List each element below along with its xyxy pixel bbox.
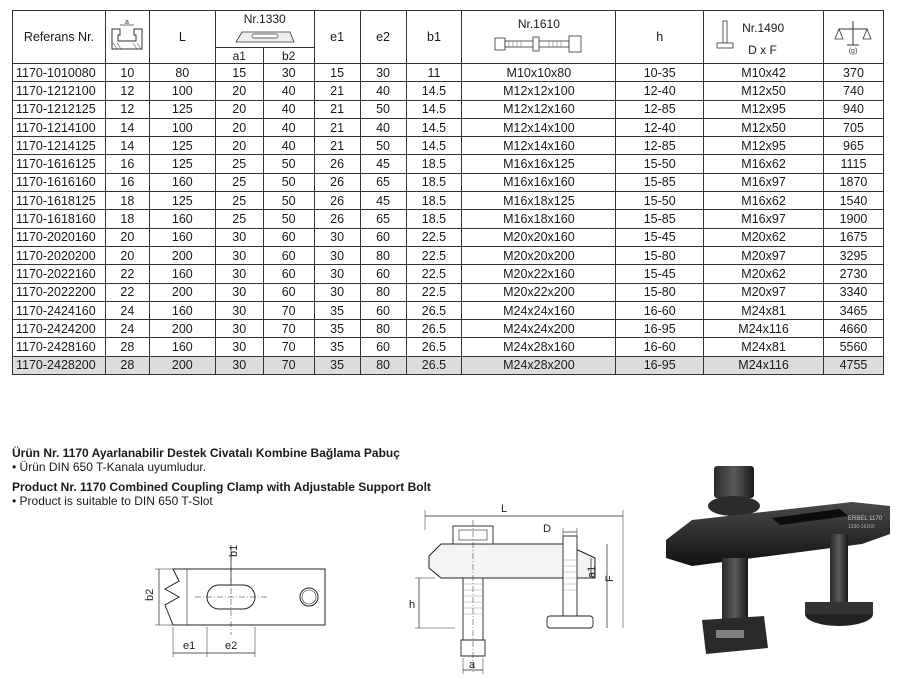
table-cell: M24x24x200 bbox=[462, 320, 616, 338]
table-cell: 160 bbox=[149, 210, 215, 228]
D-label: D bbox=[543, 523, 551, 535]
table-cell: M12x95 bbox=[704, 137, 824, 155]
table-cell: 965 bbox=[823, 137, 883, 155]
table-cell: 15 bbox=[215, 64, 263, 82]
table-cell: 12-40 bbox=[616, 118, 704, 136]
clamp-icon bbox=[230, 26, 300, 46]
t-bolt-icon bbox=[714, 19, 736, 51]
table-cell: 1170-2424160 bbox=[13, 301, 106, 319]
table-cell: 200 bbox=[149, 283, 215, 301]
table-cell: 50 bbox=[360, 137, 406, 155]
description-block bbox=[12, 446, 431, 508]
table-cell: 1540 bbox=[823, 192, 883, 210]
header-e2: e2 bbox=[360, 11, 406, 64]
table-cell: 35 bbox=[314, 301, 360, 319]
table-cell: 15 bbox=[314, 64, 360, 82]
table-cell: 50 bbox=[263, 155, 314, 173]
nr1330-label: Nr.1330 bbox=[243, 12, 286, 26]
table-cell: 45 bbox=[360, 155, 406, 173]
table-cell: 1170-2428200 bbox=[13, 356, 106, 374]
table-cell: M16x97 bbox=[704, 210, 824, 228]
table-cell: M20x97 bbox=[704, 283, 824, 301]
table-row bbox=[13, 356, 884, 374]
table-cell: 160 bbox=[149, 228, 215, 246]
table-cell: 1170-1212125 bbox=[13, 100, 106, 118]
tr-title: Ürün Nr. 1170 Ayarlanabilir Destek Civatalı Kombine Bağlama Pabuç bbox=[12, 446, 400, 460]
table-cell: 20 bbox=[215, 137, 263, 155]
table-cell: M12x12x100 bbox=[462, 82, 616, 100]
table-cell: 3465 bbox=[823, 301, 883, 319]
table-cell: 30 bbox=[215, 246, 263, 264]
table-cell: M24x116 bbox=[704, 320, 824, 338]
header-a bbox=[105, 11, 149, 64]
table-cell: M16x18x160 bbox=[462, 210, 616, 228]
table-cell: 1115 bbox=[823, 155, 883, 173]
table-cell: M20x62 bbox=[704, 265, 824, 283]
table-cell: 160 bbox=[149, 265, 215, 283]
en-note: • Product is suitable to DIN 650 T-Slot bbox=[12, 494, 213, 508]
table-cell: 25 bbox=[215, 192, 263, 210]
table-cell: M24x81 bbox=[704, 301, 824, 319]
table-cell: 15-85 bbox=[616, 173, 704, 191]
table-cell: 15-80 bbox=[616, 246, 704, 264]
table-cell: 21 bbox=[314, 137, 360, 155]
top-border bbox=[0, 0, 906, 4]
table-cell: 18.5 bbox=[406, 155, 462, 173]
table-row bbox=[13, 265, 884, 283]
table-cell: 45 bbox=[360, 192, 406, 210]
table-cell: M12x95 bbox=[704, 100, 824, 118]
side-view-drawing bbox=[395, 498, 635, 678]
tr-note: • Ürün DIN 650 T-Kanala uyumludur. bbox=[12, 460, 207, 474]
table-cell: 80 bbox=[360, 283, 406, 301]
table-row bbox=[13, 64, 884, 82]
a-label: a bbox=[125, 19, 130, 26]
table-cell: M20x22x200 bbox=[462, 283, 616, 301]
table-cell: 26.5 bbox=[406, 320, 462, 338]
weight-unit: (g) bbox=[849, 48, 858, 55]
table-cell: 1170-1618125 bbox=[13, 192, 106, 210]
table-cell: 4755 bbox=[823, 356, 883, 374]
table-cell: 160 bbox=[149, 338, 215, 356]
table-cell: 200 bbox=[149, 246, 215, 264]
table-cell: 5560 bbox=[823, 338, 883, 356]
product-photo bbox=[652, 462, 902, 677]
table-cell: 1170-1010080 bbox=[13, 64, 106, 82]
table-cell: 26.5 bbox=[406, 356, 462, 374]
table-cell: 1170-2424200 bbox=[13, 320, 106, 338]
table-cell: M20x20x160 bbox=[462, 228, 616, 246]
e2-label: e2 bbox=[225, 640, 238, 652]
table-cell: 20 bbox=[215, 100, 263, 118]
table-cell: 125 bbox=[149, 155, 215, 173]
table-cell: 35 bbox=[314, 320, 360, 338]
table-cell: 2730 bbox=[823, 265, 883, 283]
table-cell: 16-95 bbox=[616, 320, 704, 338]
header-a1: a1 bbox=[215, 48, 263, 64]
h-label: h bbox=[409, 599, 416, 611]
table-cell: 30 bbox=[215, 228, 263, 246]
table-cell: M12x50 bbox=[704, 82, 824, 100]
table-cell: 15-50 bbox=[616, 192, 704, 210]
header-ref-label: Referans Nr. bbox=[23, 30, 95, 44]
a1-label: a1 bbox=[586, 565, 598, 578]
table-cell: 705 bbox=[823, 118, 883, 136]
table-cell: M20x22x160 bbox=[462, 265, 616, 283]
table-cell: 1170-2022200 bbox=[13, 283, 106, 301]
table-cell: 200 bbox=[149, 356, 215, 374]
table-cell: 22.5 bbox=[406, 265, 462, 283]
table-cell: 65 bbox=[360, 173, 406, 191]
table-row bbox=[13, 137, 884, 155]
table-cell: 80 bbox=[360, 356, 406, 374]
header-e1: e1 bbox=[314, 11, 360, 64]
table-cell: 200 bbox=[149, 320, 215, 338]
t-slot-icon bbox=[108, 19, 146, 55]
table-cell: M12x50 bbox=[704, 118, 824, 136]
table-cell: 14.5 bbox=[406, 118, 462, 136]
header-nr1610 bbox=[462, 11, 616, 64]
table-cell: 40 bbox=[263, 82, 314, 100]
nr1490-label: Nr.1490 bbox=[742, 21, 785, 35]
table-cell: 26 bbox=[314, 155, 360, 173]
header-nr1490 bbox=[704, 11, 824, 64]
table-cell: 10-35 bbox=[616, 64, 704, 82]
table-cell: 370 bbox=[823, 64, 883, 82]
table-cell: 60 bbox=[360, 301, 406, 319]
table-cell: 40 bbox=[360, 118, 406, 136]
L-label: L bbox=[501, 503, 508, 515]
table-cell: 24 bbox=[105, 301, 149, 319]
table-cell: 40 bbox=[360, 82, 406, 100]
table-cell: 16 bbox=[105, 155, 149, 173]
table-cell: 28 bbox=[105, 338, 149, 356]
table-row bbox=[13, 283, 884, 301]
table-cell: 14.5 bbox=[406, 100, 462, 118]
photo-mark-1: ERBEL 1170 bbox=[848, 516, 883, 522]
table-cell: 60 bbox=[263, 265, 314, 283]
e1-label: e1 bbox=[183, 640, 196, 652]
table-row bbox=[13, 118, 884, 136]
table-cell: 100 bbox=[149, 118, 215, 136]
table-row bbox=[13, 338, 884, 356]
table-cell: 1170-1618160 bbox=[13, 210, 106, 228]
table-cell: 18.5 bbox=[406, 210, 462, 228]
table-cell: 80 bbox=[149, 64, 215, 82]
table-row bbox=[13, 192, 884, 210]
table-cell: 14 bbox=[105, 137, 149, 155]
table-cell: 25 bbox=[215, 173, 263, 191]
table-cell: 14 bbox=[105, 118, 149, 136]
table-cell: 28 bbox=[105, 356, 149, 374]
table-cell: M20x20x200 bbox=[462, 246, 616, 264]
table-cell: 30 bbox=[314, 246, 360, 264]
header-L: L bbox=[149, 11, 215, 64]
table-cell: M16x18x125 bbox=[462, 192, 616, 210]
table-cell: M16x62 bbox=[704, 192, 824, 210]
table-cell: 80 bbox=[360, 246, 406, 264]
table-cell: 60 bbox=[263, 228, 314, 246]
table-cell: 40 bbox=[263, 118, 314, 136]
table-cell: 26 bbox=[314, 192, 360, 210]
table-cell: 3295 bbox=[823, 246, 883, 264]
table-cell: M16x62 bbox=[704, 155, 824, 173]
table-cell: 21 bbox=[314, 100, 360, 118]
table-cell: 125 bbox=[149, 100, 215, 118]
table-cell: 40 bbox=[263, 137, 314, 155]
table-cell: 12-85 bbox=[616, 137, 704, 155]
table-cell: 12-40 bbox=[616, 82, 704, 100]
table-cell: 20 bbox=[215, 82, 263, 100]
table-cell: 60 bbox=[360, 228, 406, 246]
table-cell: 15-85 bbox=[616, 210, 704, 228]
table-cell: 16-60 bbox=[616, 338, 704, 356]
table-cell: 4660 bbox=[823, 320, 883, 338]
table-cell: M24x116 bbox=[704, 356, 824, 374]
table-cell: 18 bbox=[105, 192, 149, 210]
table-cell: 1170-1616160 bbox=[13, 173, 106, 191]
table-cell: 22 bbox=[105, 265, 149, 283]
table-cell: 15-45 bbox=[616, 228, 704, 246]
table-cell: M12x14x160 bbox=[462, 137, 616, 155]
table-cell: 10 bbox=[105, 64, 149, 82]
table-cell: 1170-2428160 bbox=[13, 338, 106, 356]
table-cell: 30 bbox=[360, 64, 406, 82]
table-cell: M12x12x160 bbox=[462, 100, 616, 118]
table-cell: 18 bbox=[105, 210, 149, 228]
table-cell: 12-85 bbox=[616, 100, 704, 118]
table-cell: 25 bbox=[215, 155, 263, 173]
table-cell: 14.5 bbox=[406, 82, 462, 100]
table-cell: 100 bbox=[149, 82, 215, 100]
table-cell: 70 bbox=[263, 301, 314, 319]
table-cell: 3340 bbox=[823, 283, 883, 301]
table-cell: 60 bbox=[263, 283, 314, 301]
spec-table bbox=[12, 10, 884, 375]
table-cell: 65 bbox=[360, 210, 406, 228]
table-cell: 20 bbox=[105, 228, 149, 246]
table-cell: 125 bbox=[149, 137, 215, 155]
table-cell: M16x16x160 bbox=[462, 173, 616, 191]
table-cell: 40 bbox=[263, 100, 314, 118]
en-title: Product Nr. 1170 Combined Coupling Clamp with Adjustable Support Bolt bbox=[12, 480, 431, 494]
nr1610-label: Nr.1610 bbox=[517, 17, 560, 31]
table-cell: 50 bbox=[263, 210, 314, 228]
table-cell: 1170-1214100 bbox=[13, 118, 106, 136]
table-row bbox=[13, 320, 884, 338]
scale-icon bbox=[833, 19, 873, 55]
table-cell: 20 bbox=[105, 246, 149, 264]
a-dim-label: a bbox=[469, 659, 476, 671]
header-b2: b2 bbox=[263, 48, 314, 64]
table-cell: M24x81 bbox=[704, 338, 824, 356]
table-cell: 50 bbox=[263, 192, 314, 210]
table-cell: 125 bbox=[149, 192, 215, 210]
table-cell: 160 bbox=[149, 173, 215, 191]
F-label: F bbox=[604, 575, 616, 582]
table-cell: 18.5 bbox=[406, 173, 462, 191]
table-cell: 50 bbox=[360, 100, 406, 118]
dxf-label: D x F bbox=[748, 43, 777, 57]
b2-label: b2 bbox=[144, 588, 156, 601]
table-cell: M24x24x160 bbox=[462, 301, 616, 319]
table-cell: 60 bbox=[360, 265, 406, 283]
table-cell: 80 bbox=[360, 320, 406, 338]
table-cell: 15-50 bbox=[616, 155, 704, 173]
table-cell: 22.5 bbox=[406, 283, 462, 301]
table-cell: 70 bbox=[263, 356, 314, 374]
table-cell: 940 bbox=[823, 100, 883, 118]
header-weight bbox=[823, 11, 883, 64]
table-row bbox=[13, 100, 884, 118]
table-cell: 22.5 bbox=[406, 228, 462, 246]
table-cell: 30 bbox=[215, 320, 263, 338]
table-cell: 16-60 bbox=[616, 301, 704, 319]
table-cell: 70 bbox=[263, 338, 314, 356]
table-cell: 12 bbox=[105, 100, 149, 118]
table-cell: 1170-2020160 bbox=[13, 228, 106, 246]
header-b1: b1 bbox=[406, 11, 462, 64]
table-cell: 1675 bbox=[823, 228, 883, 246]
table-cell: 30 bbox=[215, 356, 263, 374]
table-cell: 11 bbox=[406, 64, 462, 82]
table-cell: M20x62 bbox=[704, 228, 824, 246]
table-cell: 30 bbox=[215, 283, 263, 301]
table-cell: 30 bbox=[314, 283, 360, 301]
table-cell: 50 bbox=[263, 173, 314, 191]
table-body bbox=[13, 64, 884, 375]
table-cell: 35 bbox=[314, 338, 360, 356]
table-cell: 25 bbox=[215, 210, 263, 228]
table-row bbox=[13, 301, 884, 319]
table-cell: 1170-1214125 bbox=[13, 137, 106, 155]
table-cell: 26.5 bbox=[406, 338, 462, 356]
table-cell: 26 bbox=[314, 173, 360, 191]
table-cell: 16 bbox=[105, 173, 149, 191]
table-cell: M10x42 bbox=[704, 64, 824, 82]
table-cell: 1900 bbox=[823, 210, 883, 228]
table-cell: 1170-1616125 bbox=[13, 155, 106, 173]
table-cell: 160 bbox=[149, 301, 215, 319]
table-row bbox=[13, 155, 884, 173]
header-ref bbox=[13, 11, 106, 64]
bolt-icon bbox=[489, 31, 589, 57]
table-cell: 14.5 bbox=[406, 137, 462, 155]
table-cell: 22 bbox=[105, 283, 149, 301]
table-cell: 60 bbox=[263, 246, 314, 264]
table-cell: 740 bbox=[823, 82, 883, 100]
table-cell: 30 bbox=[314, 265, 360, 283]
table-cell: 24 bbox=[105, 320, 149, 338]
table-row bbox=[13, 210, 884, 228]
table-cell: 1170-1212100 bbox=[13, 82, 106, 100]
header-nr1330 bbox=[215, 11, 314, 48]
table-cell: 15-80 bbox=[616, 283, 704, 301]
table-cell: 26.5 bbox=[406, 301, 462, 319]
table-cell: 1170-2020200 bbox=[13, 246, 106, 264]
table-cell: 30 bbox=[215, 301, 263, 319]
table-cell: M10x10x80 bbox=[462, 64, 616, 82]
table-row bbox=[13, 228, 884, 246]
table-cell: M24x28x160 bbox=[462, 338, 616, 356]
table-cell: 35 bbox=[314, 356, 360, 374]
table-cell: 21 bbox=[314, 82, 360, 100]
table-cell: 1170-2022160 bbox=[13, 265, 106, 283]
top-view-drawing bbox=[135, 535, 355, 675]
table-cell: 30 bbox=[263, 64, 314, 82]
table-cell: 30 bbox=[215, 265, 263, 283]
table-cell: M16x97 bbox=[704, 173, 824, 191]
table-cell: 18.5 bbox=[406, 192, 462, 210]
table-cell: 30 bbox=[215, 338, 263, 356]
photo-mark-2: 1330-16160 bbox=[848, 524, 875, 530]
table-cell: 22.5 bbox=[406, 246, 462, 264]
table-cell: M20x97 bbox=[704, 246, 824, 264]
table-cell: 1870 bbox=[823, 173, 883, 191]
table-cell: 21 bbox=[314, 118, 360, 136]
table-cell: M12x14x100 bbox=[462, 118, 616, 136]
table-cell: 26 bbox=[314, 210, 360, 228]
table-row bbox=[13, 246, 884, 264]
table-cell: M24x28x200 bbox=[462, 356, 616, 374]
table-row bbox=[13, 173, 884, 191]
table-row bbox=[13, 82, 884, 100]
table-cell: 20 bbox=[215, 118, 263, 136]
table-cell: 70 bbox=[263, 320, 314, 338]
header-h: h bbox=[616, 11, 704, 64]
table-cell: 15-45 bbox=[616, 265, 704, 283]
table-cell: 30 bbox=[314, 228, 360, 246]
b1-label: b1 bbox=[228, 544, 240, 557]
table-cell: 12 bbox=[105, 82, 149, 100]
table-cell: 16-95 bbox=[616, 356, 704, 374]
table-cell: M16x16x125 bbox=[462, 155, 616, 173]
table-cell: 60 bbox=[360, 338, 406, 356]
